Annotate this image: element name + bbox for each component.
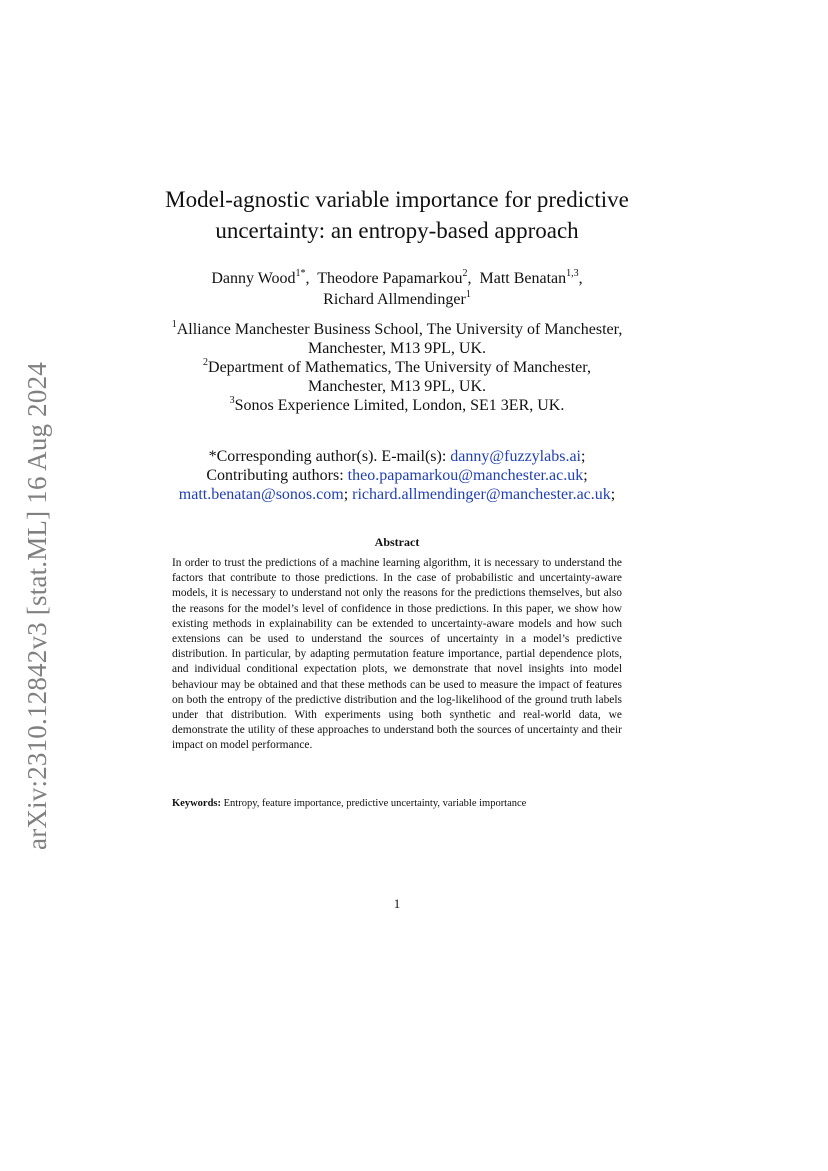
page-number: 1 — [393, 896, 401, 911]
email-separator: ; — [583, 467, 588, 484]
email-link[interactable]: matt.benatan@sonos.com — [178, 486, 344, 503]
contact-block — [120, 447, 674, 504]
contributing-authors-line — [120, 466, 674, 485]
author-list — [120, 268, 674, 310]
author-separator: , — [467, 270, 472, 287]
contributing-emails-line — [120, 485, 674, 504]
author-affiliation-marker: 2 — [462, 267, 468, 279]
affiliation-line: Alliance Manchester Business School, The University of Manchester, — [176, 321, 623, 338]
affiliation — [120, 358, 674, 396]
author-affiliation-marker: 1,3 — [566, 267, 579, 279]
author-name: Danny Wood — [211, 270, 296, 287]
corresponding-author-line — [120, 447, 674, 466]
abstract-text: In order to trust the predictions of a machine learning algorithm, it is necessary to understand the factors that contribute to those predictions. In the case of probabilistic and uncertainty-aware models, it is necessary to understand not only the reasons for the predictions themselves, but also the reasons for the model’s level of confidence in those predictions. In this paper, we show how existing methods in explainability can be extended to uncertainty-aware models and how such extensions can be used to understand the sources of uncertainty in a model’s predictive distribution. In particular, by adapting permutation feature importance, partial dependence plots, and individual conditional expectation plots, we demonstrate that novel insights into model behaviour may be obtained and that these methods can be used to measure the impact of features on both the entropy of the predictive distribution and the log-likelihood of the ground truth labels under that distribution. With experiments using both synthetic and real-world data, we demonstrate the utility of these approaches to understand both the sources of uncertainty and their impact on model performance. — [172, 557, 622, 752]
paper-title — [100, 184, 694, 246]
affiliation-line: Sonos Experience Limited, London, SE1 3ER, UK. — [234, 397, 565, 414]
affiliation — [120, 396, 674, 415]
affiliation-line: Department of Mathematics, The University of Manchester, — [208, 359, 591, 376]
keywords-label: Keywords: — [172, 798, 221, 809]
author-affiliation-marker: 1* — [295, 267, 306, 279]
affiliation — [120, 320, 674, 358]
author-separator: , — [578, 270, 583, 287]
paper-title-line: Model-agnostic variable importance for predictive — [165, 187, 629, 212]
email-link[interactable]: theo.papamarkou@manchester.ac.uk — [347, 467, 584, 484]
affiliation-marker: 2 — [203, 356, 209, 368]
email-link[interactable]: danny@fuzzylabs.ai — [450, 448, 581, 465]
keywords-line — [172, 797, 622, 811]
author-affiliation-marker: 1 — [465, 288, 471, 300]
author-name: Theodore Papamarkou — [317, 270, 463, 287]
keywords-text: Entropy, feature importance, predictive uncertainty, variable importance — [223, 798, 527, 809]
affiliation-line: Manchester, M13 9PL, UK. — [308, 340, 486, 357]
affiliation-marker: 3 — [229, 394, 235, 406]
contributing-authors-label: Contributing authors: — [206, 467, 344, 484]
affiliation-list — [120, 320, 674, 415]
author-separator: , — [305, 270, 310, 287]
email-separator: ; — [610, 486, 616, 503]
arxiv-identifier-stamp: arXiv:2310.12842v3 [stat.ML] 16 Aug 2024 — [22, 362, 52, 850]
author-name: Richard Allmendinger — [323, 291, 466, 308]
abstract-heading: Abstract — [374, 535, 420, 549]
corresponding-author-label: *Corresponding author(s). E-mail(s): — [208, 448, 447, 465]
email-link[interactable]: richard.allmendinger@manchester.ac.uk — [352, 486, 611, 503]
paper-title-line: uncertainty: an entropy-based approach — [215, 218, 579, 243]
email-separator: ; — [580, 448, 586, 465]
email-separator: ; — [343, 486, 349, 503]
affiliation-line: Manchester, M13 9PL, UK. — [308, 378, 486, 395]
author-name: Matt Benatan — [479, 270, 567, 287]
affiliation-marker: 1 — [171, 318, 177, 330]
